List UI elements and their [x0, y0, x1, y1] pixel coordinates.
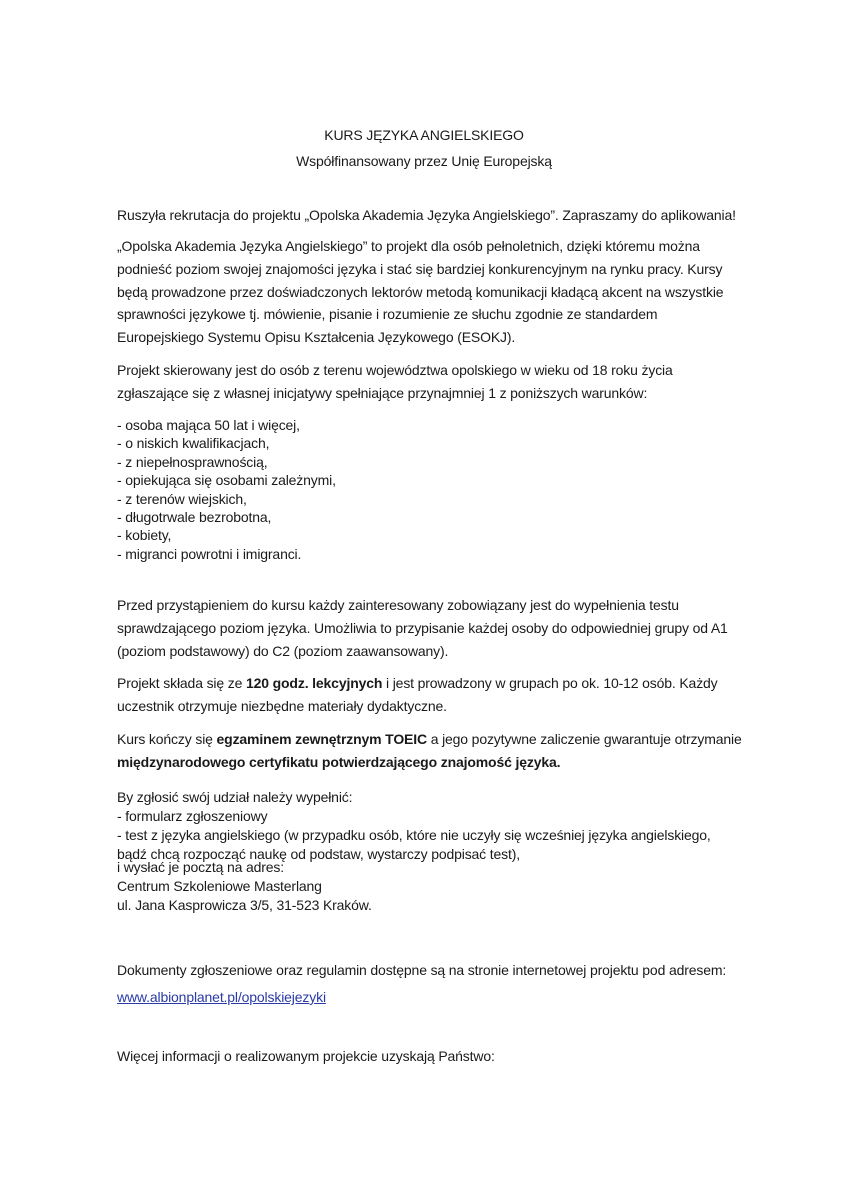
- bold-text: 120 godz. lekcyjnych: [245, 675, 383, 691]
- text-line: [117, 788, 352, 806]
- text-segment: - z terenów wiejskich,: [117, 490, 247, 507]
- text-segment: i wysłać je pocztą na adres:: [117, 859, 284, 875]
- text-segment: Dokumenty zgłoszeniowe oraz regulamin dostępne są na stronie internetowej projektu pod adresem:: [117, 962, 727, 978]
- text-line: [117, 961, 726, 979]
- text-line: [117, 988, 326, 1006]
- text-line: [117, 283, 723, 301]
- project-website-link[interactable]: www.albionplanet.pl/opolskiejezyki: [117, 989, 326, 1005]
- text-line: [117, 416, 300, 434]
- text-line: [117, 807, 267, 825]
- text-segment: zgłaszające się z własnej inicjatywy spełniające przynajmniej 1 z poniższych warunków:: [117, 384, 648, 401]
- text-segment: - formularz zgłoszeniowy: [117, 808, 268, 824]
- text-line: [117, 434, 269, 452]
- text-line: [117, 508, 271, 526]
- text-segment: uczestnik otrzymuje niezbędne materiały dydaktyczne.: [117, 697, 447, 714]
- text-segment: bądź chcą rozpocząć naukę od podstaw, wystarczy podpisać test),: [117, 846, 520, 862]
- text-line: [117, 526, 171, 544]
- text-line: [117, 471, 336, 489]
- text-segment: Projekt skierowany jest do osób z terenu województwa opolskiego w wieku od 18 roku życia: [117, 362, 673, 378]
- text-segment: - opiekująca się osobami zależnymi,: [117, 472, 336, 489]
- text-line: [117, 896, 372, 914]
- text-line: [117, 697, 447, 715]
- text-segment: Więcej informacji o realizowanym projekcie uzyskają Państwo:: [117, 1048, 495, 1064]
- text-line: [117, 619, 728, 637]
- text-line: [117, 453, 267, 471]
- text-line: [117, 877, 322, 895]
- text-line: [117, 674, 718, 692]
- text-line: [117, 361, 673, 379]
- text-line: [117, 730, 742, 748]
- text-segment: ul. Jana Kasprowicza 3/5, 31-523 Kraków.: [117, 897, 372, 914]
- text-segment: i jest prowadzony w grupach po ok. 10-12 osób. Każdy: [382, 675, 718, 691]
- text-line: [117, 1047, 495, 1065]
- text-segment: „Opolska Akademia Języka Angielskiego” to projekt dla osób pełnoletnich, dzięki któremu można: [117, 238, 700, 254]
- text-segment: Przed przystąpieniem do kursu każdy zainteresowany zobowiązany jest do wypełnienia testu: [117, 597, 679, 613]
- text-segment: - długotrwale bezrobotna,: [117, 509, 272, 525]
- text-segment: - z niepełnosprawnością,: [117, 453, 268, 470]
- text-line: [117, 384, 647, 402]
- text-line: [117, 206, 736, 224]
- text-segment: By zgłosić swój udział należy wypełnić:: [117, 789, 353, 805]
- text-segment: - osoba mająca 50 lat i więcej,: [117, 417, 300, 433]
- text-segment: - o niskich kwalifikacjach,: [117, 435, 270, 452]
- text-line: [117, 826, 711, 844]
- text-line: [117, 237, 700, 255]
- text-line: [117, 858, 284, 876]
- text-segment: - migranci powrotni i imigranci.: [117, 545, 302, 562]
- text-line: [117, 260, 722, 278]
- text-segment: - test z języka angielskiego (w przypadku osób, które nie uczyły się wcześniej języka angielskiego,: [117, 827, 711, 843]
- bold-text: egzaminem zewnętrznym TOEIC: [216, 731, 427, 747]
- text-line: [117, 642, 448, 660]
- text-segment: będą prowadzone przez doświadczonych lektorów metodą komunikacji kładącą akcent na wszystkie: [117, 283, 724, 300]
- text-segment: Ruszyła rekrutacja do projektu „Opolska Akademia Języka Angielskiego”. Zapraszamy do aplikowania!: [117, 207, 736, 223]
- bold-text: międzynarodowego certyfikatu potwierdzającego znajomość języka.: [117, 753, 561, 770]
- text-segment: sprawdzającego poziom języka. Umożliwia to przypisanie każdej osoby do odpowiedniej grupy od A1: [117, 619, 728, 636]
- text-segment: Centrum Szkoleniowe Masterlang: [117, 878, 322, 895]
- text-segment: Kurs kończy się: [117, 731, 217, 747]
- text-line: [117, 328, 515, 346]
- document-subtitle: Współfinansowany przez Unię Europejską: [296, 153, 552, 169]
- text-line: [117, 305, 657, 323]
- text-segment: sprawności językowe tj. mówienie, pisanie i rozumienie ze słuchu zgodnie ze standardem: [117, 306, 658, 323]
- text-segment: a jego pozytywne zaliczenie gwarantuje otrzymanie: [426, 731, 742, 747]
- text-segment: Europejskiego Systemu Opisu Kształcenia Językowego (ESOKJ).: [117, 329, 516, 346]
- document-title: KURS JĘZYKA ANGIELSKIEGO: [324, 127, 524, 143]
- text-line: [117, 596, 679, 614]
- text-segment: - kobiety,: [117, 527, 172, 544]
- text-segment: podnieść poziom swojej znajomości języka i stać się bardziej konkurencyjnym na rynku pracy. Kursy: [117, 260, 723, 277]
- text-segment: Projekt składa się ze: [117, 675, 246, 691]
- text-line: [117, 490, 247, 508]
- text-line: [117, 545, 301, 563]
- text-line: [117, 753, 560, 771]
- text-segment: (poziom podstawowy) do C2 (poziom zaawansowany).: [117, 642, 449, 659]
